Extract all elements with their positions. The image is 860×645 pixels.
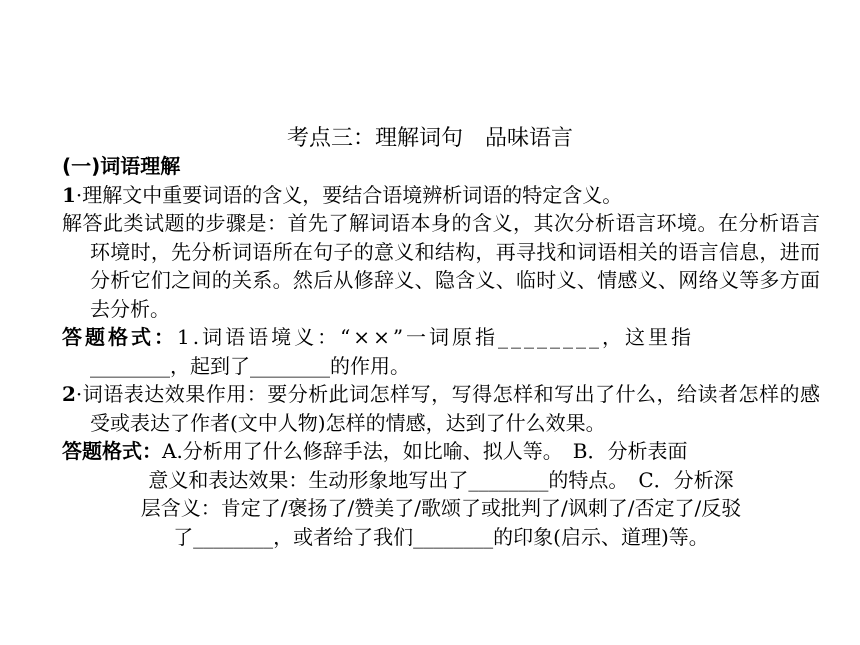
answer-format-2-line-1: A.分析用了什么修辞手法，如比喻、拟人等。 B．分析表面 (162, 439, 688, 463)
point-1-text: ·理解文中重要词语的含义，要结合语境辨析词语的特定含义。 (75, 182, 623, 207)
point-2 (62, 380, 820, 437)
answer-format-2-label: 答题格式： (62, 439, 162, 463)
point-1 (62, 181, 820, 210)
answer-format-2 (62, 437, 820, 466)
answer-format-1-line-1: 1.词语语境义：“××”一词原指________，这里指 (177, 325, 695, 349)
point-2-number: 2 (62, 382, 76, 406)
steps-paragraph: 解答此类试题的步骤是：首先了解词语本身的含义，其次分析语言环境。在分析语言环境时，先分析词语所在句子的意义和结构，再寻找和词语相关的语言信息，进而分析它们之间的关系。然后从修辞义、隐含义、临时义、情感义、网络义等多方面去分析。 (62, 211, 820, 321)
answer-format-2-line-4: 了________，或者给了我们________的印象(启示、道理)等。 (173, 524, 709, 549)
slide-content (62, 152, 820, 551)
point-2-text: ·词语表达效果作用：要分析此词怎样写，写得怎样和写出了什么，给读者怎样的感受或表达了作者(文中人物)怎样的情感，达到了什么效果。 (75, 382, 820, 435)
point-1-number: 1 (62, 182, 76, 207)
answer-format-2-line-2: 意义和表达效果：生动形象地写出了________的特点。 C．分析深 (148, 467, 734, 492)
answer-format-1 (62, 323, 820, 352)
slide-title: 考点三：理解词句 品味语言 (286, 126, 573, 151)
answer-format-1-line-2: ________，起到了________的作用。 (90, 353, 410, 378)
answer-format-2-line-3: 层含义：肯定了/褒扬了/赞美了/歌颂了或批判了/讽刺了/否定了/反驳 (140, 496, 742, 520)
answer-format-1-label: 答题格式： (62, 325, 177, 349)
subheading: (一)词语理解 (62, 154, 181, 178)
